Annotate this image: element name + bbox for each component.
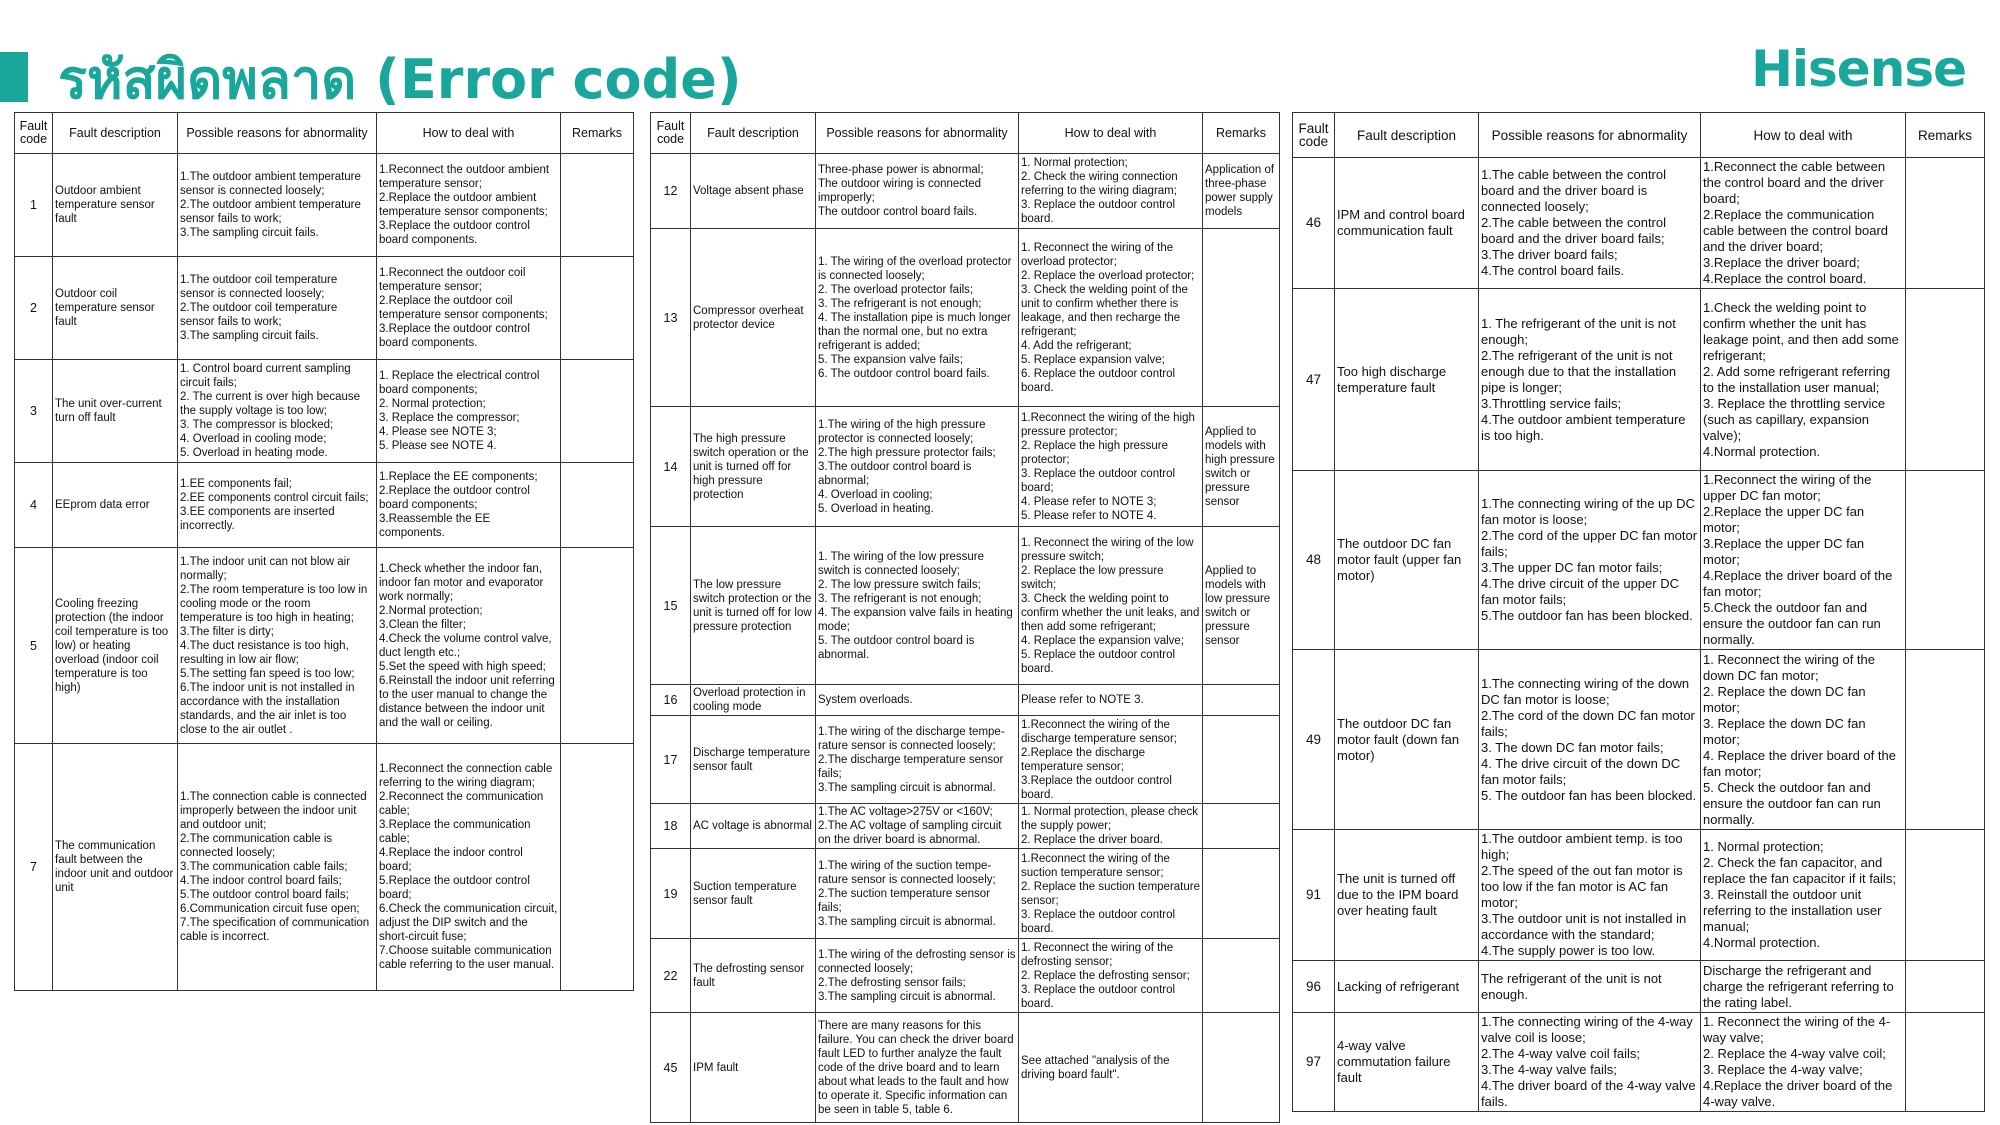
- table-row: [15, 257, 634, 360]
- fault-description: The high pressure switch operation or the unit is turned off for high pressure protection: [691, 407, 816, 527]
- fault-code: 97: [1293, 1013, 1335, 1112]
- remarks: [561, 154, 634, 257]
- how-to-deal: 1.Reconnect the wiring of the discharge temperature sensor; 2.Replace the discharge temperature sensor; 3.Replace the outdoor control board.: [1019, 716, 1203, 804]
- how-to-deal: 1. Reconnect the wiring of the 4-way valve; 2. Replace the 4-way valve coil; 3. Replace the 4-way valve; 4.Replace the driver board of the 4-way valve.: [1701, 1013, 1906, 1112]
- possible-reasons: 1. Control board current sampling circuit fails; 2. The current is over high because the supply voltage is too low; 3. The compressor is blocked; 4. Overload in cooling mode; 5. Overload in heating mode.: [178, 360, 377, 463]
- remarks: [561, 360, 634, 463]
- fault-code: 46: [1293, 158, 1335, 289]
- fault-code: 18: [651, 804, 691, 849]
- remarks: Applied to models with low pressure switch or pressure sensor: [1203, 527, 1280, 685]
- table-row: [1293, 158, 1985, 289]
- remarks: [561, 548, 634, 744]
- fault-code: 48: [1293, 471, 1335, 650]
- table-row: [651, 229, 1280, 407]
- fault-code: 17: [651, 716, 691, 804]
- remarks: [1203, 804, 1280, 849]
- remarks: [1203, 685, 1280, 716]
- header-fault-description: Fault description: [1335, 113, 1479, 158]
- remarks: [1203, 716, 1280, 804]
- header-fault-code: Fault code: [651, 113, 691, 154]
- possible-reasons: 1.The wiring of the suction tempe-rature sensor is connected loosely; 2.The suction temperature sensor fails; 3.The sampling circuit is abnormal.: [816, 849, 1019, 939]
- table-row: [651, 154, 1280, 229]
- how-to-deal: 1.Check the welding point to confirm whether the unit has leakage point, and then add some refrigerant; 2. Add some refrigerant referring to the installation user manual; 3. Replace the throttling service (such as capillary, expansion valve); 4.Normal protection.: [1701, 289, 1906, 471]
- fault-code: 19: [651, 849, 691, 939]
- fault-description: Suction temperature sensor fault: [691, 849, 816, 939]
- fault-code: 3: [15, 360, 53, 463]
- possible-reasons: 1.The connecting wiring of the 4-way valve coil is loose; 2.The 4-way valve coil fails; 3.The 4-way valve fails; 4.The driver board of the 4-way valve fails.: [1479, 1013, 1701, 1112]
- how-to-deal: 1. Reconnect the wiring of the down DC fan motor; 2. Replace the down DC fan motor; 3. Replace the down DC fan motor; 4. Replace the driver board of the fan motor; 5. Check the outdoor fan and ensure the outdoor fan can run normally.: [1701, 650, 1906, 830]
- fault-description: The unit over-current turn off fault: [53, 360, 178, 463]
- remarks: Application of three-phase power supply models: [1203, 154, 1280, 229]
- how-to-deal: Please refer to NOTE 3.: [1019, 685, 1203, 716]
- fault-code: 2: [15, 257, 53, 360]
- table-row: [15, 463, 634, 548]
- table-row: [1293, 471, 1985, 650]
- table-row: [651, 939, 1280, 1013]
- table-row: [1293, 1013, 1985, 1112]
- how-to-deal: 1.Replace the EE components; 2.Replace the outdoor control board components; 3.Reassemble the EE components.: [377, 463, 561, 548]
- how-to-deal: 1.Reconnect the cable between the control board and the driver board; 2.Replace the communication cable between the control board and the driver board; 3.Replace the driver board; 4.Replace the control board.: [1701, 158, 1906, 289]
- header-remarks: Remarks: [561, 113, 634, 154]
- header-possible-reasons: Possible reasons for abnormality: [816, 113, 1019, 154]
- how-to-deal: 1. Reconnect the wiring of the low pressure switch; 2. Replace the low pressure switch; 3. Check the welding point to confirm whether the unit leaks, and then add some refrigerant; 4. Replace the expansion valve; 5. Replace the outdoor control board.: [1019, 527, 1203, 685]
- possible-reasons: 1.The cable between the control board and the driver board is connected loosely; 2.The cable between the control board and the driver board fails; 3.The driver board fails; 4.The control board fails.: [1479, 158, 1701, 289]
- fault-description: Too high discharge temperature fault: [1335, 289, 1479, 471]
- fault-description: Discharge temperature sensor fault: [691, 716, 816, 804]
- possible-reasons: 1.The wiring of the discharge tempe-rature sensor is connected loosely; 2.The discharge temperature sensor fails; 3.The sampling circuit is abnormal.: [816, 716, 1019, 804]
- remarks: [1906, 471, 1985, 650]
- header-fault-code: Fault code: [1293, 113, 1335, 158]
- fault-description: The outdoor DC fan motor fault (upper fan motor): [1335, 471, 1479, 650]
- header-remarks: Remarks: [1203, 113, 1280, 154]
- fault-description: 4-way valve commutation failure fault: [1335, 1013, 1479, 1112]
- fault-description: Voltage absent phase: [691, 154, 816, 229]
- possible-reasons: 1.The connection cable is connected improperly between the indoor unit and outdoor unit; 2.The communication cable is connected loosely; 3.The communication cable fails; 4.The indoor control board fails; 5.The outdoor control board fails; 6.Communication circuit fuse open; 7.The specification of communication cable is incorrect.: [178, 744, 377, 991]
- fault-description: Outdoor ambient temperature sensor fault: [53, 154, 178, 257]
- header-fault-description: Fault description: [691, 113, 816, 154]
- how-to-deal: 1. Reconnect the wiring of the defrosting sensor; 2. Replace the defrosting sensor; 3. Replace the outdoor control board.: [1019, 939, 1203, 1013]
- remarks: [561, 257, 634, 360]
- possible-reasons: 1.The wiring of the high pressure protector is connected loosely; 2.The high pressure protector fails; 3.The outdoor control board is abnormal; 4. Overload in cooling; 5. Overload in heating.: [816, 407, 1019, 527]
- possible-reasons: 1.The indoor unit can not blow air normally; 2.The room temperature is too low in cooling mode or the room temperature is too high in heating; 3.The filter is dirty; 4.The duct resistance is too high, resulting in low air flow; 5.The setting fan speed is too low; 6.The indoor unit is not installed in accordance with the installation standards, and the air inlet is too close to the air outlet .: [178, 548, 377, 744]
- fault-description: IPM and control board communication fault: [1335, 158, 1479, 289]
- how-to-deal: 1. Normal protection, please check the supply power; 2. Replace the driver board.: [1019, 804, 1203, 849]
- how-to-deal: 1.Reconnect the wiring of the high pressure protector; 2. Replace the high pressure protector; 3. Replace the outdoor control board; 4. Please refer to NOTE 3; 5. Please refer to NOTE 4.: [1019, 407, 1203, 527]
- header-possible-reasons: Possible reasons for abnormality: [178, 113, 377, 154]
- fault-description: Cooling freezing protection (the indoor coil temperature is too low) or heating overload (indoor coil temperature is too high): [53, 548, 178, 744]
- fault-code: 22: [651, 939, 691, 1013]
- possible-reasons: Three-phase power is abnormal; The outdoor wiring is connected improperly; The outdoor control board fails.: [816, 154, 1019, 229]
- remarks: [1906, 289, 1985, 471]
- fault-description: IPM fault: [691, 1013, 816, 1123]
- fault-description: The outdoor DC fan motor fault (down fan motor): [1335, 650, 1479, 830]
- header-possible-reasons: Possible reasons for abnormality: [1479, 113, 1701, 158]
- possible-reasons: 1.The connecting wiring of the down DC fan motor is loose; 2.The cord of the down DC fan motor fails; 3. The down DC fan motor fails; 4. The drive circuit of the down DC fan motor fails; 5. The outdoor fan has been blocked.: [1479, 650, 1701, 830]
- fault-code: 12: [651, 154, 691, 229]
- fault-table-3: [1292, 112, 1985, 1112]
- table-row: [651, 804, 1280, 849]
- how-to-deal: 1. Normal protection; 2. Check the wiring connection referring to the wiring diagram; 3. Replace the outdoor control board.: [1019, 154, 1203, 229]
- fault-description: AC voltage is abnormal: [691, 804, 816, 849]
- fault-code: 96: [1293, 961, 1335, 1013]
- fault-code: 47: [1293, 289, 1335, 471]
- remarks: [1906, 961, 1985, 1013]
- header-how-to-deal: How to deal with: [1701, 113, 1906, 158]
- how-to-deal: 1.Reconnect the wiring of the upper DC fan motor; 2.Replace the upper DC fan motor; 3.Replace the upper DC fan motor; 4.Replace the driver board of the fan motor; 5.Check the outdoor fan and ensure the outdoor fan can run normally.: [1701, 471, 1906, 650]
- fault-description: The defrosting sensor fault: [691, 939, 816, 1013]
- fault-description: The communication fault between the indoor unit and outdoor unit: [53, 744, 178, 991]
- fault-description: Overload protection in cooling mode: [691, 685, 816, 716]
- possible-reasons: The refrigerant of the unit is not enough.: [1479, 961, 1701, 1013]
- fault-code: 13: [651, 229, 691, 407]
- header-fault-code: Fault code: [15, 113, 53, 154]
- remarks: [1203, 939, 1280, 1013]
- fault-code: 45: [651, 1013, 691, 1123]
- how-to-deal: 1.Check whether the indoor fan, indoor fan motor and evaporator work normally; 2.Normal protection; 3.Clean the filter; 4.Check the volume control valve, duct length etc.; 5.Set the speed with high speed; 6.Reinstall the indoor unit referring to the user manual to change the distance between the indoor unit and the wall or ceiling.: [377, 548, 561, 744]
- possible-reasons: System overloads.: [816, 685, 1019, 716]
- header-fault-description: Fault description: [53, 113, 178, 154]
- fault-description: The unit is turned off due to the IPM board over heating fault: [1335, 830, 1479, 961]
- fault-table-1: [14, 112, 634, 991]
- possible-reasons: 1. The wiring of the overload protector is connected loosely; 2. The overload protector fails; 3. The refrigerant is not enough; 4. The installation pipe is much longer than the normal one, but no extra refrigerant is added; 5. The expansion valve fails; 6. The outdoor control board fails.: [816, 229, 1019, 407]
- possible-reasons: 1.The wiring of the defrosting sensor is connected loosely; 2.The defrosting sensor fails; 3.The sampling circuit is abnormal.: [816, 939, 1019, 1013]
- fault-description: Outdoor coil temperature sensor fault: [53, 257, 178, 360]
- table-row: [1293, 289, 1985, 471]
- hisense-logo: Hisense: [1751, 40, 1966, 98]
- table-row: [651, 1013, 1280, 1123]
- possible-reasons: There are many reasons for this failure. You can check the driver board fault LED to further analyze the fault code of the drive board and to learn about what leads to the fault and how to operate it. Specific information can be seen in table 5, table 6.: [816, 1013, 1019, 1123]
- table-header-row: [15, 113, 634, 154]
- possible-reasons: 1. The wiring of the low pressure switch is connected loosely; 2. The low pressure switch fails; 3. The refrigerant is not enough; 4. The expansion valve fails in heating mode; 5. The outdoor control board is abnormal.: [816, 527, 1019, 685]
- how-to-deal: Discharge the refrigerant and charge the refrigerant referring to the rating label.: [1701, 961, 1906, 1013]
- header-remarks: Remarks: [1906, 113, 1985, 158]
- remarks: [1906, 1013, 1985, 1112]
- possible-reasons: 1.EE components fail; 2.EE components control circuit fails; 3.EE components are inserted incorrectly.: [178, 463, 377, 548]
- how-to-deal: 1.Reconnect the outdoor coil temperature sensor; 2.Replace the outdoor coil temperature sensor components; 3.Replace the outdoor control board components.: [377, 257, 561, 360]
- remarks: [1203, 849, 1280, 939]
- table-row: [15, 744, 634, 991]
- how-to-deal: 1.Reconnect the connection cable referring to the wiring diagram; 2.Reconnect the communication cable; 3.Replace the communication cable; 4.Replace the indoor control board; 5.Replace the outdoor control board; 6.Check the communication circuit, adjust the DIP switch and the short-circuit fuse; 7.Choose suitable communication cable referring to the user manual.: [377, 744, 561, 991]
- how-to-deal: See attached "analysis of the driving board fault".: [1019, 1013, 1203, 1123]
- fault-code: 7: [15, 744, 53, 991]
- table-row: [651, 849, 1280, 939]
- remarks: [1906, 158, 1985, 289]
- table-row: [1293, 650, 1985, 830]
- possible-reasons: 1.The outdoor ambient temp. is too high; 2.The speed of the out fan motor is too low if the fan motor is AC fan motor; 3.The outdoor unit is not installed in accordance with the standard; 4.The supply power is too low.: [1479, 830, 1701, 961]
- fault-code: 49: [1293, 650, 1335, 830]
- remarks: [1906, 830, 1985, 961]
- fault-description: Compressor overheat protector device: [691, 229, 816, 407]
- fault-code: 91: [1293, 830, 1335, 961]
- table-row: [15, 360, 634, 463]
- fault-code: 16: [651, 685, 691, 716]
- possible-reasons: 1.The connecting wiring of the up DC fan motor is loose; 2.The cord of the upper DC fan motor fails; 3.The upper DC fan motor fails; 4.The drive circuit of the upper DC fan motor fails; 5.The outdoor fan has been blocked.: [1479, 471, 1701, 650]
- remarks: [1906, 650, 1985, 830]
- title-accent-bar: [0, 52, 28, 102]
- fault-description: The low pressure switch protection or the unit is turned off for low pressure protection: [691, 527, 816, 685]
- possible-reasons: 1.The AC voltage>275V or <160V; 2.The AC voltage of sampling circuit on the driver board is abnormal.: [816, 804, 1019, 849]
- remarks: [1203, 1013, 1280, 1123]
- table-row: [15, 154, 634, 257]
- table-row: [651, 716, 1280, 804]
- fault-code: 14: [651, 407, 691, 527]
- table-row: [651, 527, 1280, 685]
- how-to-deal: 1. Reconnect the wiring of the overload protector; 2. Replace the overload protector; 3. Check the welding point of the unit to confirm whether there is leakage, and then recharge the refrigerant; 4. Add the refrigerant; 5. Replace expansion valve; 6. Replace the outdoor control board.: [1019, 229, 1203, 407]
- possible-reasons: 1. The refrigerant of the unit is not enough; 2.The refrigerant of the unit is not enough due to that the installation pipe is longer; 3.Throttling service fails; 4.The outdoor ambient temperature is too high.: [1479, 289, 1701, 471]
- fault-code: 5: [15, 548, 53, 744]
- how-to-deal: 1.Reconnect the wiring of the suction temperature sensor; 2. Replace the suction temperature sensor; 3. Replace the outdoor control board.: [1019, 849, 1203, 939]
- header-how-to-deal: How to deal with: [1019, 113, 1203, 154]
- fault-description: Lacking of refrigerant: [1335, 961, 1479, 1013]
- table-row: [1293, 961, 1985, 1013]
- fault-code: 4: [15, 463, 53, 548]
- possible-reasons: 1.The outdoor coil temperature sensor is connected loosely; 2.The outdoor coil temperature sensor fails to work; 3.The sampling circuit fails.: [178, 257, 377, 360]
- page-title: รหัสผิดพลาด (Error code): [58, 48, 742, 111]
- remarks: [1203, 229, 1280, 407]
- how-to-deal: 1. Replace the electrical control board components; 2. Normal protection; 3. Replace the compressor; 4. Please see NOTE 3; 5. Please see NOTE 4.: [377, 360, 561, 463]
- how-to-deal: 1. Normal protection; 2. Check the fan capacitor, and replace the fan capacitor if it fails; 3. Reinstall the outdoor unit referring to the installation user manual; 4.Normal protection.: [1701, 830, 1906, 961]
- possible-reasons: 1.The outdoor ambient temperature sensor is connected loosely; 2.The outdoor ambient temperature sensor fails to work; 3.The sampling circuit fails.: [178, 154, 377, 257]
- remarks: [561, 744, 634, 991]
- fault-code: 1: [15, 154, 53, 257]
- table-header-row: [1293, 113, 1985, 158]
- fault-table-2: [650, 112, 1280, 1123]
- fault-description: EEprom data error: [53, 463, 178, 548]
- remarks: Applied to models with high pressure switch or pressure sensor: [1203, 407, 1280, 527]
- table-row: [651, 685, 1280, 716]
- how-to-deal: 1.Reconnect the outdoor ambient temperature sensor; 2.Replace the outdoor ambient temperature sensor components; 3.Replace the outdoor control board components.: [377, 154, 561, 257]
- table-row: [651, 407, 1280, 527]
- remarks: [561, 463, 634, 548]
- header-how-to-deal: How to deal with: [377, 113, 561, 154]
- table-row: [15, 548, 634, 744]
- table-header-row: [651, 113, 1280, 154]
- table-row: [1293, 830, 1985, 961]
- fault-code: 15: [651, 527, 691, 685]
